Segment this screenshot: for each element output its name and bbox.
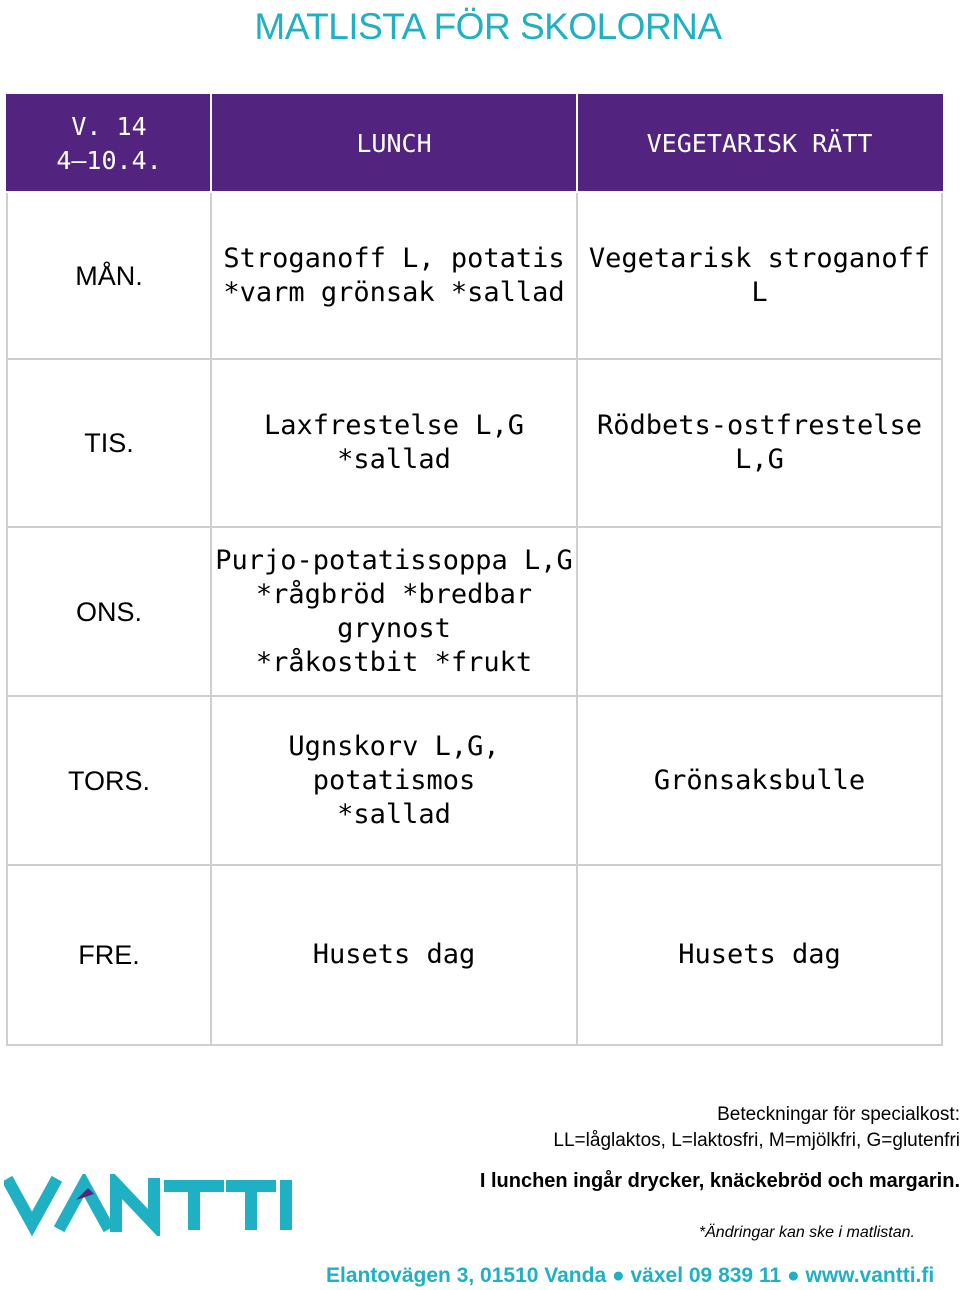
week-header: V. 14 4–10.4. [7,95,211,192]
lunch-cell: Stroganoff L, potatis *varm grönsak *sallad [211,192,577,359]
table-row [7,359,942,527]
table-row [7,865,942,1045]
day-label: TIS. [7,359,211,527]
table-row [7,527,942,696]
lunch-header: LUNCH [211,95,577,192]
legend-title: Beteckningar för specialkost: [717,1104,960,1125]
included-note: I lunchen ingår drycker, knäckebröd och margarin. [479,1170,960,1192]
vegetarian-header: VEGETARISK RÄTT [577,95,942,192]
vegetarian-cell: Husets dag [577,865,942,1045]
table-row [7,696,942,865]
lunch-cell: Husets dag [211,865,577,1045]
table-header-row [7,95,942,192]
day-label: FRE. [7,865,211,1045]
vegetarian-cell: Vegetarisk stroganoff L [577,192,942,359]
day-label: MÅN. [7,192,211,359]
day-label: TORS. [7,696,211,865]
page-title: MATLISTA FÖR SKOLORNA [254,6,722,47]
vegetarian-cell [577,527,942,696]
lunch-cell: Laxfrestelse L,G *sallad [211,359,577,527]
menu-table [6,94,943,1046]
day-label: ONS. [7,527,211,696]
lunch-cell: Purjo-potatissoppa L,G *rågbröd *bredbar grynost *råkostbit *frukt [211,527,577,696]
legend-text: LL=låglaktos, L=laktosfri, M=mjölkfri, G=glutenfri [553,1130,960,1151]
table-row [7,192,942,359]
vantti-logo [4,1174,294,1236]
footer-address: Elantovägen 3, 01510 Vanda ● växel 09 839 11 ● www.vantti.fi [326,1264,935,1287]
changes-note: *Ändringar kan ske i matlistan. [698,1224,915,1241]
vegetarian-cell: Grönsaksbulle [577,696,942,865]
lunch-cell: Ugnskorv L,G, potatismos *sallad [211,696,577,865]
vegetarian-cell: Rödbets-ostfrestelse L,G [577,359,942,527]
